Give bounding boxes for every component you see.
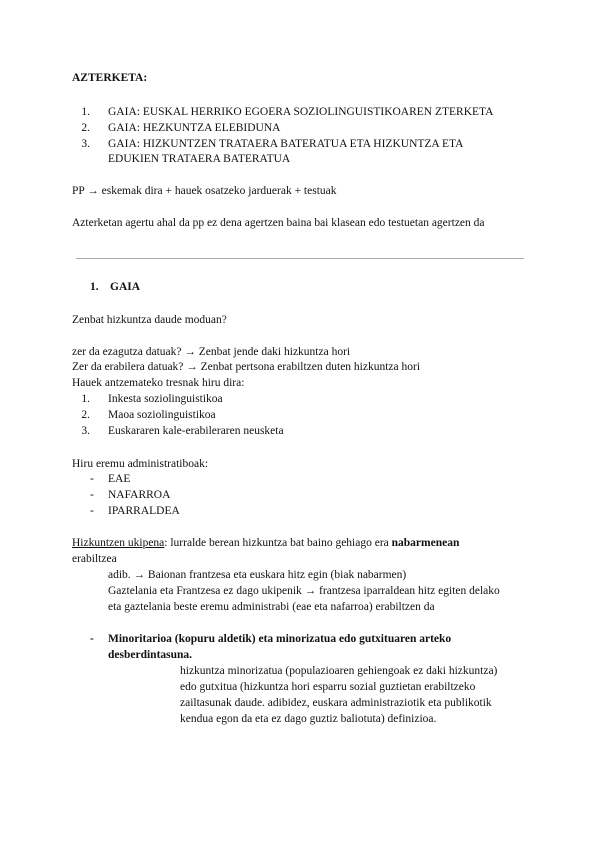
page-heading: AZTERKETA: [72, 72, 148, 84]
question-text: zer da ezagutza datuak? → Zenbat jende daki hizkuntza hori [72, 346, 351, 358]
example-line: adib. → Baionan frantzesa eta euskara hitz egin (biak nabarmen) [108, 569, 407, 581]
admin-intro: Hiru eremu administratiboak: [72, 458, 209, 470]
contact-term: Hizkuntzen ukipena [72, 537, 165, 549]
list-item: GAIA: HEZKUNTZA ELEBIDUNA [108, 122, 281, 134]
list-item: Maoa soziolinguistikoa [108, 409, 216, 421]
list-bullet: - [90, 473, 94, 485]
minority-line: edo gutxitua (hizkuntza hori esparru sozial guztietan erabiltzeko [180, 681, 476, 693]
minority-line: hizkuntza minorizatua (populazioaren gehiengoak ez daki hizkuntza) [180, 665, 498, 677]
list-number: 3. [81, 425, 90, 437]
list-bullet: - [90, 505, 94, 517]
tools-intro: Hauek antzemateko tresnak hiru dira: [72, 377, 245, 389]
example-line: Gaztelania eta Frantzesa ez dago ukipenik → frantzesa iparraldean hitz egiten delako [108, 585, 500, 597]
list-item: EAE [108, 473, 131, 485]
list-item: IPARRALDEA [108, 505, 180, 517]
contact-emphasis: nabarmenean [391, 537, 460, 549]
contact-definition-cont: erabiltzea [72, 553, 117, 565]
list-bullet: - [90, 633, 94, 645]
list-item: GAIA: HIZKUNTZEN TRATAERA BATERATUA ETA HIZKUNTZA ETA [108, 138, 464, 150]
list-number: 1. [81, 393, 90, 405]
list-item-continuation: EDUKIEN TRATAERA BATERATUA [108, 153, 291, 165]
question-text: Zenbat hizkuntza daude moduan? [72, 314, 227, 326]
minority-title: Minoritarioa (kopuru aldetik) eta minorizatua edo gutxituaren arteko [108, 633, 452, 645]
minority-line: kendua egon da eta ez dago guztiz baliotuta) definizioa. [180, 713, 437, 725]
section-number: 1. [90, 281, 99, 293]
list-number: 3. [81, 138, 90, 150]
list-number: 2. [81, 409, 90, 421]
list-item: Euskararen kale-erabileraren neusketa [108, 425, 284, 437]
minority-title-cont: desberdintasuna. [108, 649, 193, 661]
pp-line: PP → eskemak dira + hauek osatzeko jarduerak + testuak [72, 185, 337, 197]
contact-definition [72, 537, 459, 549]
list-item: GAIA: EUSKAL HERRIKO EGOERA SOZIOLINGUISTIKOAREN ZTERKETA [108, 106, 494, 118]
list-number: 1. [81, 106, 90, 118]
list-number: 2. [81, 122, 90, 134]
list-bullet: - [90, 489, 94, 501]
minority-line: zailtasunak daude. adibidez, euskara administraziotik eta publikotik [180, 697, 492, 709]
contact-text: : lurralde berean hizkuntza bat baino gehiago era [164, 537, 392, 549]
exam-note: Azterketan agertu ahal da pp ez dena agertzen baina bai klasean edo testuetan agertzen da [72, 217, 485, 229]
horizontal-divider [76, 258, 524, 259]
section-title: GAIA [110, 281, 141, 293]
list-item: Inkesta soziolinguistikoa [108, 393, 223, 405]
question-text: Zer da erabilera datuak? → Zenbat pertsona erabiltzen duten hizkuntza hori [72, 361, 421, 373]
list-item: NAFARROA [108, 489, 171, 501]
example-line: eta gaztelania beste eremu administrabi (eae eta nafarroa) erabiltzen da [108, 601, 435, 613]
